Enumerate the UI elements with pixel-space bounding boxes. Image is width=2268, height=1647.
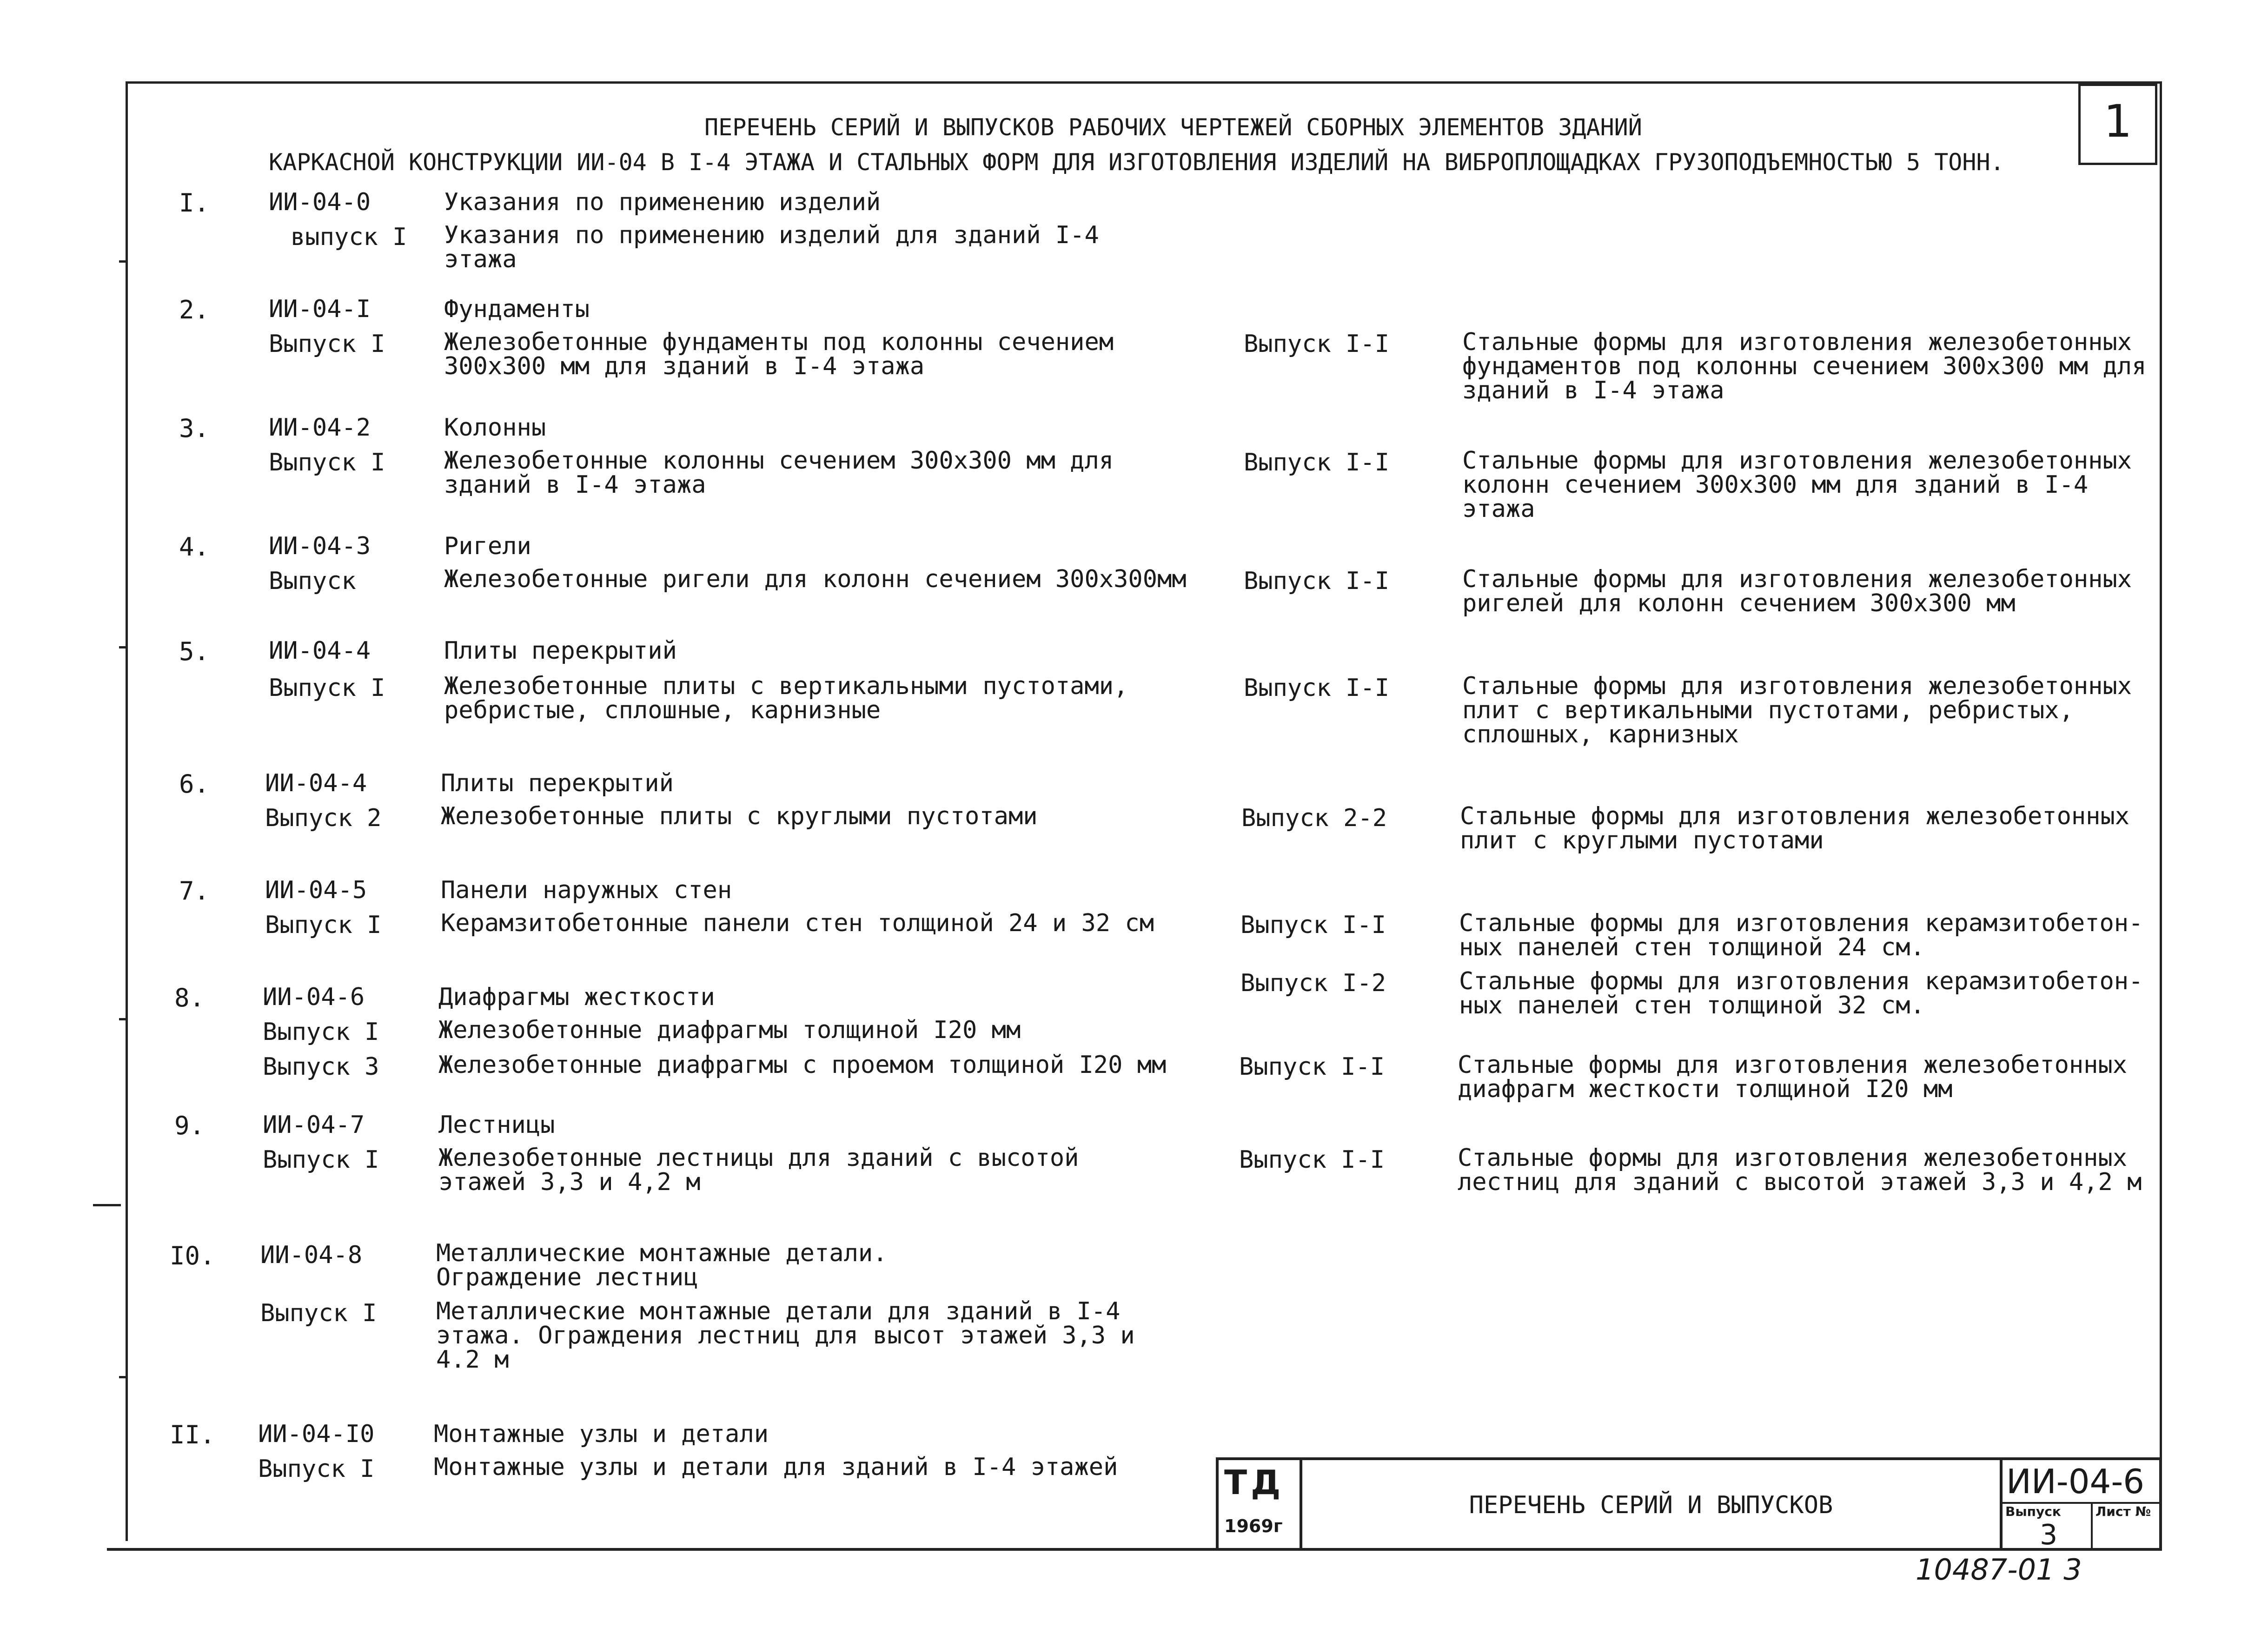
form-issue-text: Стальные формы для изготовления железобетонных лестниц для зданий с высотой этажей 3,3 и 4,2 м bbox=[1458, 1144, 2142, 1196]
issue-text: Железобетонные плиты с вертикальными пустотами, ребристые, сплошные, карнизные bbox=[444, 672, 1128, 724]
form-issue-text: Стальные формы для изготовления железобетонных диафрагм жесткости толщиной I20 мм bbox=[1458, 1051, 2128, 1103]
item-number: 5. bbox=[179, 637, 210, 666]
series-code: ИИ-04-4 bbox=[269, 637, 371, 665]
item-number: 9. bbox=[174, 1111, 205, 1140]
item-number: II. bbox=[170, 1420, 215, 1449]
series-title: Панели наружных стен bbox=[441, 876, 732, 904]
margin-tick bbox=[119, 260, 126, 263]
form-issue-code: Выпуск I-I bbox=[1244, 674, 1390, 702]
series-code: ИИ-04-8 bbox=[260, 1241, 363, 1269]
series-code: ИИ-04-6 bbox=[263, 983, 365, 1011]
item-number: 2. bbox=[179, 295, 210, 324]
org-label: ТД bbox=[1224, 1463, 1285, 1502]
form-issue-code: Выпуск I-I bbox=[1240, 911, 1386, 939]
issue-value: 3 bbox=[2040, 1519, 2058, 1551]
stamp-divider-vertical bbox=[2091, 1502, 2093, 1550]
issue-code: Выпуск 2 bbox=[265, 804, 382, 832]
issue-code: Выпуск I bbox=[265, 911, 382, 939]
issue-text: Металлические монтажные детали для зданий в I-4 этажа. Ограждения лестниц для высот этажей 3,3 и 4.2 м bbox=[436, 1297, 1135, 1374]
form-issue-code: Выпуск 2-2 bbox=[1241, 804, 1387, 832]
series-code: ИИ-04-0 bbox=[269, 188, 371, 216]
form-issue-code: Выпуск I-I bbox=[1244, 330, 1390, 358]
form-issue-text: Стальные формы для изготовления керамзитобетон- ных панелей стен толщиной 24 см. bbox=[1459, 909, 2143, 961]
issue-text: Железобетонные колонны сечением 300х300 мм для зданий в I-4 этажа bbox=[444, 447, 1114, 499]
sheet-number-box bbox=[2078, 84, 2157, 165]
stamp-year: 1969г bbox=[1224, 1516, 1283, 1536]
stamp-series-code: ИИ-04-6 bbox=[2006, 1462, 2145, 1501]
series-code: ИИ-04-2 bbox=[269, 414, 371, 442]
item-number: 3. bbox=[179, 414, 210, 443]
item-number: I. bbox=[179, 188, 210, 218]
item-number: 8. bbox=[174, 983, 205, 1012]
form-issue-code: Выпуск I-I bbox=[1239, 1053, 1385, 1081]
series-code: ИИ-04-5 bbox=[265, 876, 367, 904]
issue-code: Выпуск I bbox=[269, 674, 385, 702]
form-issue-text: Стальные формы для изготовления железобетонных плит с вертикальными пустотами, ребристых, сплошных, карнизных bbox=[1462, 672, 2132, 748]
series-code: ИИ-04-4 bbox=[265, 769, 367, 797]
margin-tick bbox=[119, 1376, 126, 1378]
series-title: Плиты перекрытий bbox=[444, 637, 677, 665]
item-number: 4. bbox=[179, 532, 210, 562]
page-title-line2: КАРКАСНОЙ КОНСТРУКЦИИ ИИ-04 В I-4 ЭТАЖА И СТАЛЬНЫХ ФОРМ ДЛЯ ИЗГОТОВЛЕНИЯ ИЗДЕЛИЙ НА ВИБРОПЛОЩАДКАХ ГРУЗОПОДЪЕМНОСТЬЮ 5 ТОНН. bbox=[269, 149, 2004, 176]
issue-code: Выпуск bbox=[269, 567, 356, 595]
form-issue-text: Стальные формы для изготовления керамзитобетон- ных панелей стен толщиной 32 см. bbox=[1459, 967, 2143, 1019]
stamp-title: ПЕРЕЧЕНЬ СЕРИЙ И ВЫПУСКОВ bbox=[1469, 1491, 1833, 1519]
series-title: Диафрагмы жесткости bbox=[438, 983, 715, 1011]
stamp-code-cell bbox=[2000, 1460, 2162, 1550]
issue-label: Выпуск bbox=[2005, 1504, 2061, 1519]
archive-number: 10487-01 3 bbox=[1916, 1553, 2082, 1587]
page-title-line1: ПЕРЕЧЕНЬ СЕРИЙ И ВЫПУСКОВ РАБОЧИХ ЧЕРТЕЖЕЙ СБОРНЫХ ЭЛЕМЕНТОВ ЗДАНИЙ bbox=[704, 114, 1642, 141]
issue-text: Железобетонные ригели для колонн сечением 300х300мм bbox=[444, 565, 1187, 593]
issue-code: Выпуск I bbox=[258, 1455, 375, 1483]
form-issue-code: Выпуск I-I bbox=[1244, 567, 1390, 595]
form-issue-text: Стальные формы для изготовления железобетонных фундаментов под колонны сечением 300х300 мм для зданий в I-4 этажа bbox=[1462, 328, 2147, 404]
issue-code: Выпуск 3 bbox=[263, 1053, 379, 1081]
margin-tick bbox=[119, 1018, 126, 1020]
item-number: 6. bbox=[179, 769, 210, 799]
form-issue-text: Стальные формы для изготовления железобетонных колонн сечением 300х300 мм для зданий в I-4 этажа bbox=[1462, 447, 2132, 523]
series-title: Ригели bbox=[444, 532, 531, 560]
form-issue-text: Стальные формы для изготовления железобетонных плит с круглыми пустотами bbox=[1460, 802, 2130, 854]
series-code: ИИ-04-I0 bbox=[258, 1420, 375, 1448]
series-title: Колонны bbox=[444, 414, 546, 442]
issue-text: Монтажные узлы и детали для зданий в I-4 этажей bbox=[434, 1453, 1118, 1481]
sheet-number: 1 bbox=[2103, 95, 2132, 147]
issue-text: Керамзитобетонные панели стен толщиной 24 и 32 см bbox=[441, 909, 1154, 937]
issue-text: Железобетонные фундаменты под колонны сечением 300х300 мм для зданий в I-4 этажа bbox=[444, 328, 1114, 380]
issue-text: Железобетонные диафрагмы толщиной I20 мм bbox=[438, 1016, 1021, 1044]
issue-text: Железобетонные плиты с круглыми пустотами bbox=[441, 802, 1038, 830]
issue-code: выпуск I bbox=[291, 223, 407, 251]
series-code: ИИ-04-7 bbox=[263, 1111, 365, 1139]
issue-code: Выпуск I bbox=[260, 1299, 377, 1327]
series-title: Фундаменты bbox=[444, 295, 590, 323]
item-number: 7. bbox=[179, 876, 210, 906]
item-number: I0. bbox=[170, 1241, 215, 1270]
issue-code: Выпуск I bbox=[263, 1146, 379, 1174]
margin-tick bbox=[119, 646, 126, 648]
margin-tick bbox=[93, 1204, 121, 1206]
series-code: ИИ-04-3 bbox=[269, 532, 371, 560]
series-title: Указания по применению изделий bbox=[444, 188, 881, 216]
series-code: ИИ-04-I bbox=[269, 295, 371, 323]
sheet-label: Лист № bbox=[2096, 1504, 2151, 1519]
title-block bbox=[1216, 1457, 2162, 1550]
series-title: Монтажные узлы и детали bbox=[434, 1420, 769, 1448]
issue-code: Выпуск I bbox=[269, 330, 385, 358]
issue-text: Железобетонные лестницы для зданий с высотой этажей 3,3 и 4,2 м bbox=[438, 1144, 1079, 1196]
form-issue-code: Выпуск I-2 bbox=[1240, 969, 1386, 997]
issue-code: Выпуск I bbox=[263, 1018, 379, 1046]
series-title: Лестницы bbox=[438, 1111, 555, 1139]
issue-text: Указания по применению изделий для зданий I-4 этажа bbox=[444, 221, 1099, 273]
series-title: Металлические монтажные детали. Ограждение лестниц bbox=[436, 1239, 888, 1291]
form-issue-text: Стальные формы для изготовления железобетонных ригелей для колонн сечением 300х300 мм bbox=[1462, 565, 2132, 617]
form-issue-code: Выпуск I-I bbox=[1239, 1146, 1385, 1174]
series-title: Плиты перекрытий bbox=[441, 769, 674, 797]
form-issue-code: Выпуск I-I bbox=[1244, 449, 1390, 476]
org-cell bbox=[1219, 1460, 1302, 1550]
issue-text: Железобетонные диафрагмы с проемом толщиной I20 мм bbox=[438, 1051, 1167, 1079]
issue-code: Выпуск I bbox=[269, 449, 385, 476]
